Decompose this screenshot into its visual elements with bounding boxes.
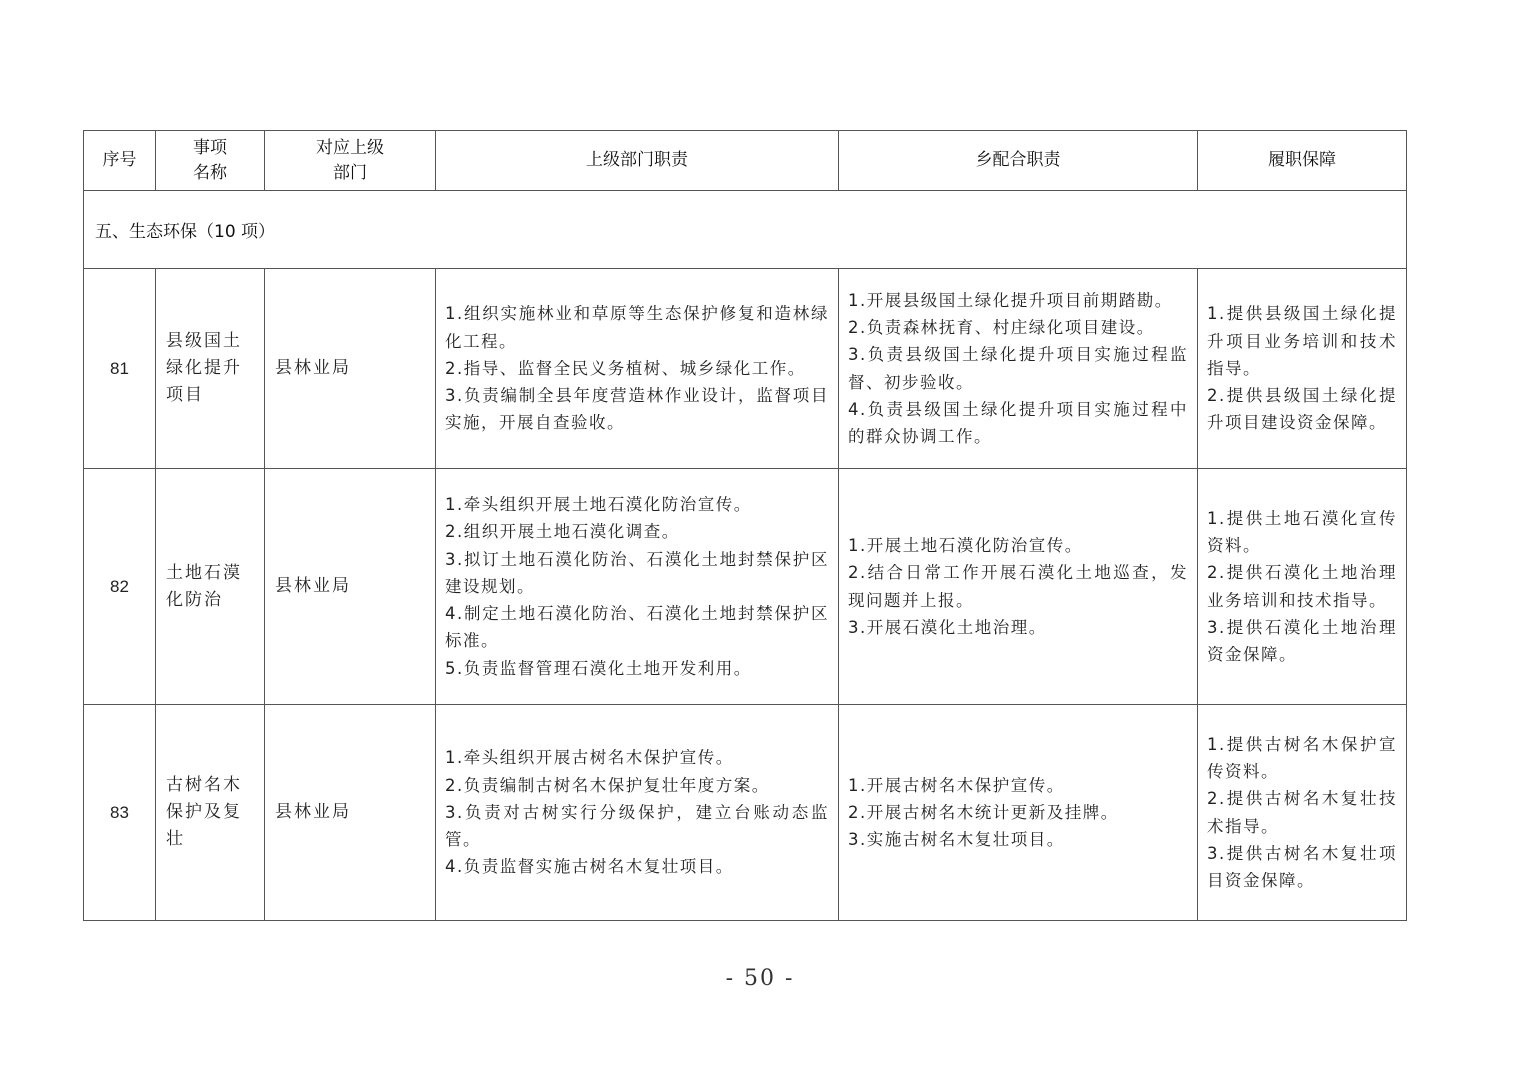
table-header-row	[84, 131, 1407, 191]
duty-line: 1.牵头组织开展古树名木保护宣传。	[445, 748, 734, 768]
duty-line: 1.开展县级国土绿化提升项目前期踏勘。	[848, 290, 1173, 310]
header-item-name	[156, 131, 265, 191]
guarantee-line: 2.提供石漠化土地治理业务培训和技术指导。	[1207, 563, 1397, 610]
upper-dept: 县林业局	[265, 469, 436, 705]
table-row	[84, 705, 1407, 921]
guarantee-line: 1.提供县级国土绿化提升项目业务培训和技术指导。	[1207, 304, 1397, 378]
header-item-name-line: 事项	[193, 137, 227, 158]
header-upper-dept-line: 部门	[333, 162, 367, 183]
duty-line: 1.组织实施林业和草原等生态保护修复和造林绿化工程。	[445, 304, 829, 351]
duty-line: 4.负责监督实施古树名木复壮项目。	[445, 857, 734, 877]
header-township-duty: 乡配合职责	[839, 131, 1198, 191]
duty-line: 1.开展土地石漠化防治宣传。	[848, 536, 1083, 556]
guarantee	[1198, 705, 1407, 921]
duty-line: 3.开展石漠化土地治理。	[848, 617, 1047, 637]
upper-dept: 县林业局	[265, 705, 436, 921]
township-duty	[839, 705, 1198, 921]
duty-line: 2.负责编制古树名木保护复壮年度方案。	[445, 775, 770, 795]
item-name: 土地石漠化防治	[156, 469, 265, 705]
row-number: 81	[84, 269, 156, 469]
row-number: 83	[84, 705, 156, 921]
duty-line: 3.实施古树名木复壮项目。	[848, 830, 1065, 850]
duty-line: 2.开展古树名木统计更新及挂牌。	[848, 802, 1119, 822]
guarantee	[1198, 469, 1407, 705]
item-name: 古树名木保护及复壮	[156, 705, 265, 921]
header-upper-dept	[265, 131, 436, 191]
duty-line: 5.负责监督管理石漠化土地开发利用。	[445, 658, 752, 678]
header-upper-duty: 上级部门职责	[436, 131, 839, 191]
guarantee-line: 3.提供石漠化土地治理资金保障。	[1207, 617, 1397, 664]
table-row	[84, 269, 1407, 469]
township-duty	[839, 269, 1198, 469]
duty-line: 2.组织开展土地石漠化调查。	[445, 522, 680, 542]
upper-duty	[436, 705, 839, 921]
duty-line: 3.拟订土地石漠化防治、石漠化土地封禁保护区建设规划。	[445, 549, 829, 596]
page-number: - 50 -	[725, 966, 795, 991]
duty-line: 2.结合日常工作开展石漠化土地巡查，发现问题并上报。	[848, 563, 1188, 610]
header-upper-dept-line: 对应上级	[316, 137, 384, 158]
item-name: 县级国土绿化提升项目	[156, 269, 265, 469]
section-title: 五、生态环保（10 项）	[84, 191, 1407, 269]
header-seq: 序号	[84, 131, 156, 191]
header-item-name-line: 名称	[193, 162, 227, 183]
header-guarantee: 履职保障	[1198, 131, 1407, 191]
township-duty	[839, 469, 1198, 705]
upper-dept: 县林业局	[265, 269, 436, 469]
duty-line: 4.制定土地石漠化防治、石漠化土地封禁保护区标准。	[445, 604, 829, 651]
guarantee-line: 3.提供古树名木复壮项目资金保障。	[1207, 843, 1397, 890]
duty-line: 2.负责森林抚育、村庄绿化项目建设。	[848, 318, 1155, 338]
row-number: 82	[84, 469, 156, 705]
upper-duty	[436, 469, 839, 705]
section-row	[84, 191, 1407, 269]
duty-line: 2.指导、监督全民义务植树、城乡绿化工作。	[445, 358, 806, 378]
upper-duty	[436, 269, 839, 469]
guarantee-line: 2.提供古树名木复壮技术指导。	[1207, 789, 1397, 836]
responsibility-table	[83, 130, 1407, 921]
duty-line: 3.负责对古树实行分级保护，建立台账动态监管。	[445, 802, 829, 850]
duty-line: 1.牵头组织开展土地石漠化防治宣传。	[445, 495, 752, 515]
duty-line: 3.负责编制全县年度营造林作业设计，监督项目实施，开展自查验收。	[445, 386, 829, 433]
guarantee-line: 1.提供古树名木保护宣传资料。	[1207, 734, 1397, 782]
duty-line: 4.负责县级国土绿化提升项目实施过程中的群众协调工作。	[848, 399, 1188, 446]
duty-line: 1.开展古树名木保护宣传。	[848, 775, 1065, 795]
table-row	[84, 469, 1407, 705]
guarantee-line: 2.提供县级国土绿化提升项目建设资金保障。	[1207, 386, 1397, 433]
guarantee-line: 1.提供土地石漠化宣传资料。	[1207, 508, 1397, 556]
duty-line: 3.负责县级国土绿化提升项目实施过程监督、初步验收。	[848, 345, 1188, 392]
guarantee	[1198, 269, 1407, 469]
